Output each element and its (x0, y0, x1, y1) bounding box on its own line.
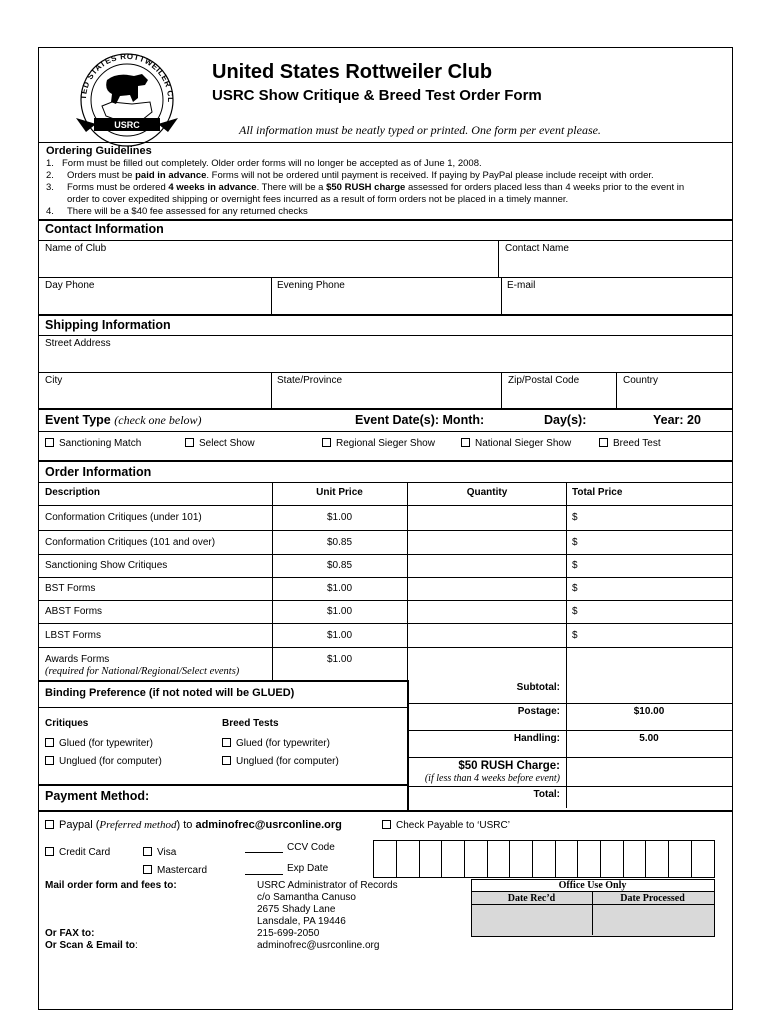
option-sanctioning-match[interactable]: Sanctioning Match (45, 438, 141, 449)
handling-label: Handling: (513, 733, 560, 744)
checkbox-icon[interactable] (45, 438, 54, 447)
country-field[interactable]: Country (623, 375, 659, 386)
ccv-label: CCV Code (287, 842, 335, 853)
row-price-6: $1.00 (326, 630, 353, 641)
col-total-price: Total Price (572, 487, 623, 498)
option-national-sieger[interactable]: National Sieger Show (461, 438, 571, 449)
page-subtitle: USRC Show Critique & Breed Test Order Form (212, 87, 542, 104)
mail-line-1: USRC Administrator of Records (257, 880, 398, 891)
instruction-text: All information must be neatly typed or printed. One form per event please. (239, 123, 601, 137)
checkbox-icon[interactable] (45, 847, 54, 856)
checkbox-icon[interactable] (185, 438, 194, 447)
row-total-2[interactable]: $ (572, 537, 578, 548)
day-phone-field[interactable]: Day Phone (45, 280, 95, 291)
street-address-field[interactable]: Street Address (45, 338, 111, 349)
mail-line-4: Lansdale, PA 19446 (257, 916, 346, 927)
exp-label: Exp Date (287, 863, 329, 874)
event-type-heading: Event Type (check one below) (45, 413, 202, 427)
col-unit-price: Unit Price (316, 487, 363, 498)
contact-heading: Contact Information (45, 222, 164, 236)
row-price-4: $1.00 (326, 583, 353, 594)
paypal-option[interactable]: Paypal (Preferred method) to adminofrec@usrconline.org (45, 819, 342, 831)
checkbox-icon[interactable] (45, 738, 54, 747)
date-recd-label: Date Rec’d (507, 893, 556, 904)
check-option[interactable]: Check Payable to ‘USRC’ (382, 820, 510, 831)
postage-label: Postage: (517, 706, 560, 717)
option-breed-test[interactable]: Breed Test (599, 438, 661, 449)
logo-ring-text: TED STATES ROTTWEILER CL (78, 51, 176, 103)
email-field[interactable]: E-mail (507, 280, 536, 291)
evening-phone-field[interactable]: Evening Phone (277, 280, 345, 291)
state-field[interactable]: State/Province (277, 375, 343, 386)
option-regional-sieger[interactable]: Regional Sieger Show (322, 438, 435, 449)
mail-label: Mail order form and fees to: (45, 880, 177, 891)
card-number-boxes[interactable] (373, 840, 715, 878)
event-year-label: Year: 20 (653, 413, 701, 427)
row-desc-4: BST Forms (45, 583, 96, 594)
guideline-1: 1. Form must be filled out completely. Older order forms will no longer be accepted as of June 1, 2008. (46, 158, 482, 169)
zip-field[interactable]: Zip/Postal Code (508, 375, 580, 386)
handling-value: 5.00 (639, 733, 659, 744)
mail-line-6: adminofrec@usrconline.org (257, 940, 380, 951)
row-price-7: $1.00 (326, 654, 353, 665)
breedtests-unglued[interactable]: Unglued (for computer) (222, 756, 339, 767)
checkbox-icon[interactable] (322, 438, 331, 447)
checkbox-icon[interactable] (45, 820, 54, 829)
critiques-label: Critiques (45, 718, 89, 729)
usrc-logo (72, 50, 182, 150)
row-desc-6: LBST Forms (45, 630, 101, 641)
row-total-4[interactable]: $ (572, 583, 578, 594)
col-quantity: Quantity (466, 487, 508, 498)
guideline-3: 3. Forms must be ordered 4 weeks in advance. There will be a $50 RUSH charge assessed for orders placed less than 4 weeks prior to the event in (46, 182, 685, 193)
rush-label: $50 RUSH Charge: (458, 760, 560, 772)
credit-card-option[interactable]: Credit Card (45, 847, 110, 858)
logo-badge-text: USRC (114, 120, 140, 130)
row-price-3: $0.85 (326, 560, 353, 571)
visa-option[interactable]: Visa (143, 847, 176, 858)
event-days-label: Day(s): (544, 413, 587, 427)
guideline-3-cont: order to cover expedited shipping or overnight fees incurred as a result of form orders not be placed in a timely manner. (67, 194, 569, 205)
awards-note: (required for National/Regional/Select events) (45, 666, 240, 677)
checkbox-icon[interactable] (143, 847, 152, 856)
rush-note: (if less than 4 weeks before event) (424, 773, 560, 784)
row-price-5: $1.00 (326, 606, 353, 617)
guideline-2: 2. Orders must be paid in advance. Forms will not be ordered until payment is received. If paying by PayPal please include receipt with order. (46, 170, 654, 181)
breedtests-glued[interactable]: Glued (for typewriter) (222, 738, 330, 749)
row-desc-3: Sanctioning Show Critiques (45, 560, 168, 571)
option-select-show[interactable]: Select Show (185, 438, 255, 449)
scan-label: Or Scan & Email to: (45, 940, 138, 951)
col-description: Description (45, 487, 101, 498)
binding-heading: Binding Preference (if not noted will be GLUED) (45, 687, 295, 699)
row-total-6[interactable]: $ (572, 630, 578, 641)
postage-value: $10.00 (633, 706, 665, 717)
fax-label: Or FAX to: (45, 928, 95, 939)
checkbox-icon[interactable] (599, 438, 608, 447)
mastercard-option[interactable]: Mastercard (143, 865, 207, 876)
guidelines-heading: Ordering Guidelines (46, 145, 152, 157)
checkbox-icon[interactable] (461, 438, 470, 447)
critiques-unglued[interactable]: Unglued (for computer) (45, 756, 162, 767)
row-desc-2: Conformation Critiques (101 and over) (45, 537, 216, 548)
mail-line-3: 2675 Shady Lane (257, 904, 336, 915)
checkbox-icon[interactable] (45, 756, 54, 765)
order-heading: Order Information (45, 465, 152, 479)
breed-tests-label: Breed Tests (222, 718, 279, 729)
guideline-4: 4. There will be a $40 fee assessed for any returned checks (46, 206, 308, 217)
checkbox-icon[interactable] (382, 820, 391, 829)
mail-line-5: 215-699-2050 (257, 928, 320, 939)
row-desc-5: ABST Forms (45, 606, 103, 617)
date-processed-label: Date Processed (620, 893, 685, 904)
subtotal-label: Subtotal: (516, 682, 560, 693)
checkbox-icon[interactable] (222, 756, 231, 765)
club-name-field[interactable]: Name of Club (45, 243, 107, 254)
mail-line-2: c/o Samantha Canuso (257, 892, 356, 903)
shipping-heading: Shipping Information (45, 318, 171, 332)
critiques-glued[interactable]: Glued (for typewriter) (45, 738, 153, 749)
payment-heading: Payment Method: (45, 789, 150, 803)
row-desc-1: Conformation Critiques (under 101) (45, 512, 202, 523)
checkbox-icon[interactable] (222, 738, 231, 747)
office-use-title: Office Use Only (558, 880, 627, 891)
contact-name-field[interactable]: Contact Name (505, 243, 569, 254)
city-field[interactable]: City (45, 375, 63, 386)
event-dates-label: Event Date(s): Month: (355, 413, 485, 427)
row-total-5[interactable]: $ (572, 606, 578, 617)
checkbox-icon[interactable] (143, 865, 152, 874)
page-title: United States Rottweiler Club (212, 61, 493, 83)
row-desc-7: Awards Forms (45, 654, 110, 665)
total-label: Total: (533, 789, 560, 800)
row-price-1: $1.00 (326, 512, 353, 523)
row-price-2: $0.85 (326, 537, 353, 548)
row-total-3[interactable]: $ (572, 560, 578, 571)
row-total-1[interactable]: $ (572, 512, 578, 523)
